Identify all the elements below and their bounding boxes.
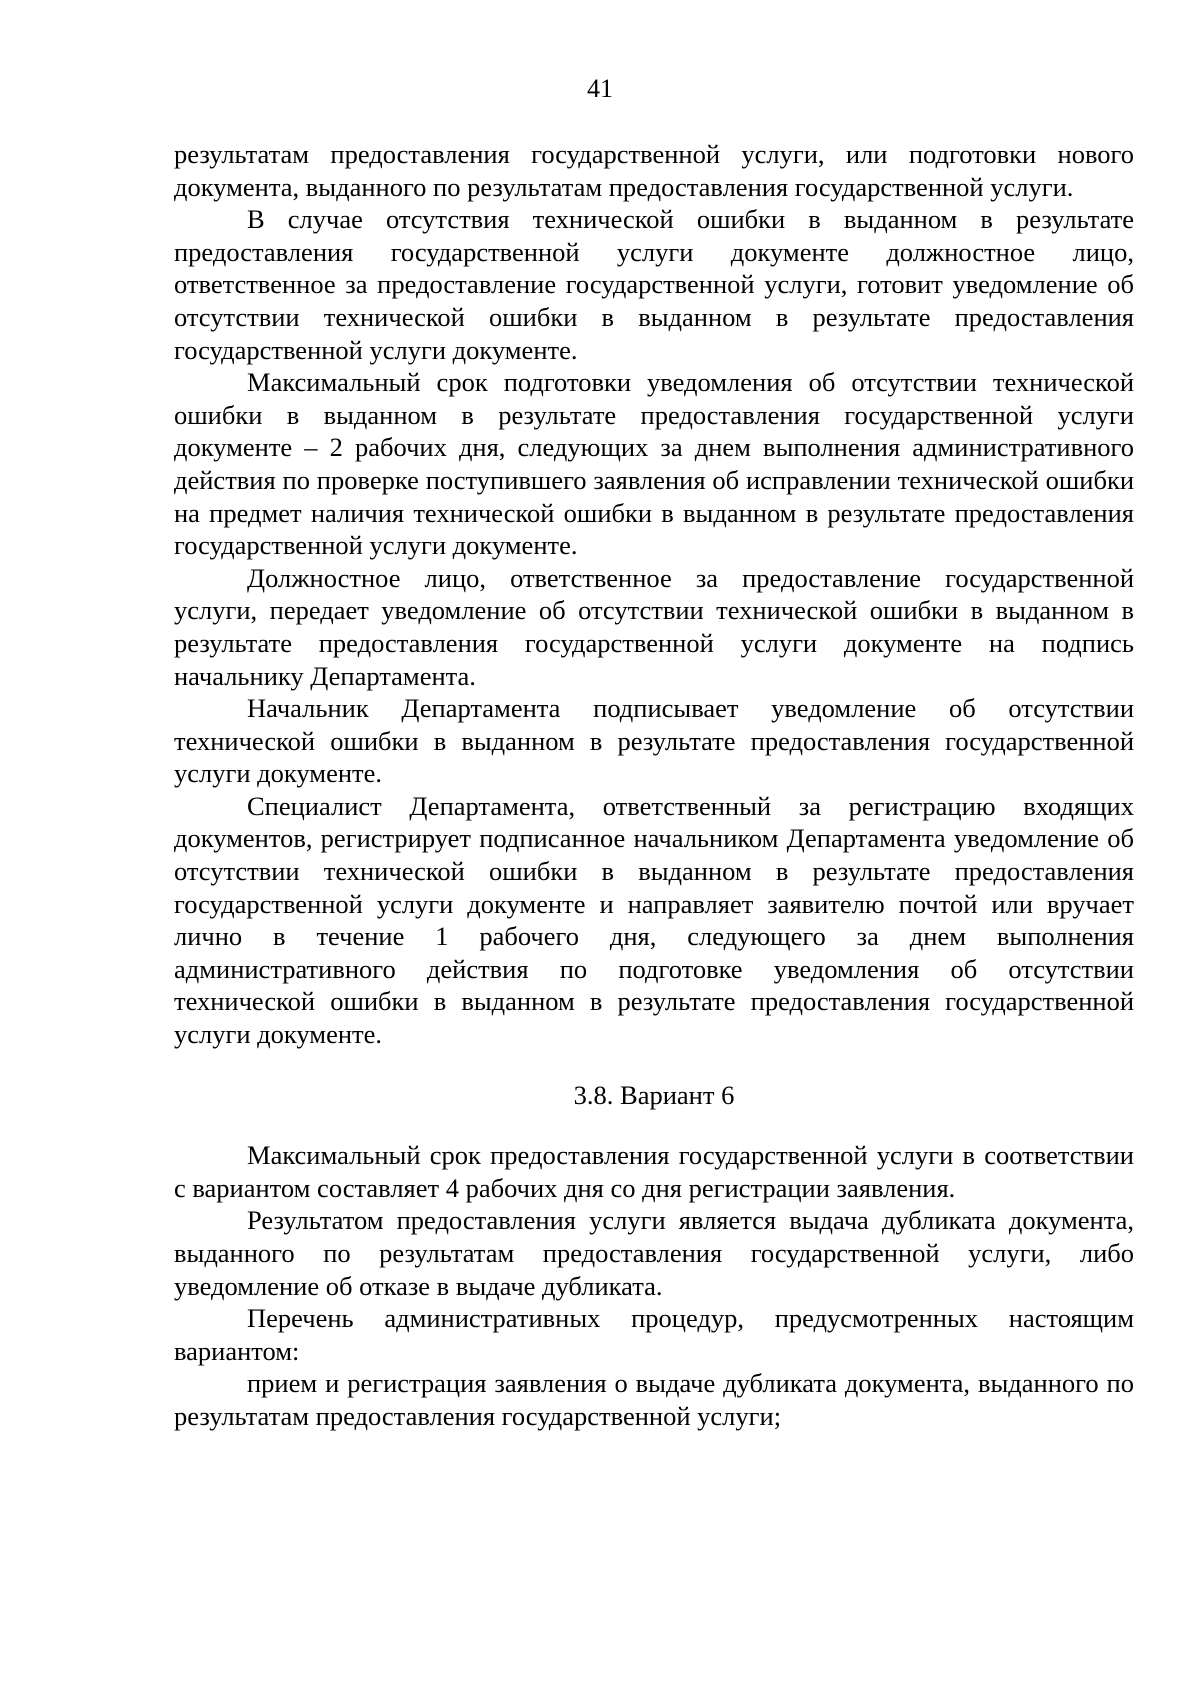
paragraph: Должностное лицо, ответственное за предоставление государственной услуги, передает уведомление об отсутствии технической ошибки в выданном в результате предоставления государственной услуги документе на подпись начальнику Департамента. (174, 562, 1134, 691)
paragraph: Начальник Департамента подписывает уведомление об отсутствии технической ошибки в выданном в результате предоставления государственной услуги документе. (174, 693, 1134, 789)
paragraph: результатам предоставления государственной услуги, или подготовки нового документа, выданного по результатам предоставления государственной услуги. (174, 139, 1134, 202)
paragraph: Специалист Департамента, ответственный за регистрацию входящих документов, регистрирует подписанное начальником Департамента уведомление об отсутствии технической ошибки в выданном в результате предоставления государственной услуги документе и направляет заявителю почтой или вручает лично в течение 1 рабочего дня, следующего за днем выполнения административного действия по подготовке уведомления об отсутствии технической ошибки в выданном в результате предоставления государственной услуги документе. (174, 790, 1134, 1050)
section-heading: 3.8. Вариант 6 (573, 1079, 735, 1110)
paragraph: прием и регистрация заявления о выдаче дубликата документа, выданного по результатам предоставления государственной услуги; (174, 1368, 1134, 1431)
paragraph: Результатом предоставления услуги является выдача дубликата документа, выданного по результатам предоставления государственной услуги, либо уведомление об отказе в выдаче дубликата. (174, 1205, 1134, 1301)
paragraph: Максимальный срок подготовки уведомления об отсутствии технической ошибки в выданном в результате предоставления государственной услуги документе – 2 рабочих дня, следующих за днем выполнения административного действия по проверке поступившего заявления об исправлении технической ошибки на предмет наличия технической ошибки в выданном в результате предоставления государственной услуги документе. (174, 367, 1134, 561)
paragraph: Перечень административных процедур, предусмотренных настоящим вариантом: (174, 1303, 1134, 1366)
paragraph: В случае отсутствия технической ошибки в выданном в результате предоставления государственной услуги документе должностное лицо, ответственное за предоставление государственной услуги, готовит уведомление об отсутствии технической ошибки в выданном в результате предоставления государственной услуги документе. (174, 204, 1134, 365)
document-body (174, 138, 1134, 1433)
page-number: 41 (587, 74, 613, 103)
paragraph: Максимальный срок предоставления государственной услуги в соответствии с вариантом составляет 4 рабочих дня со дня регистрации заявления. (174, 1140, 1134, 1203)
